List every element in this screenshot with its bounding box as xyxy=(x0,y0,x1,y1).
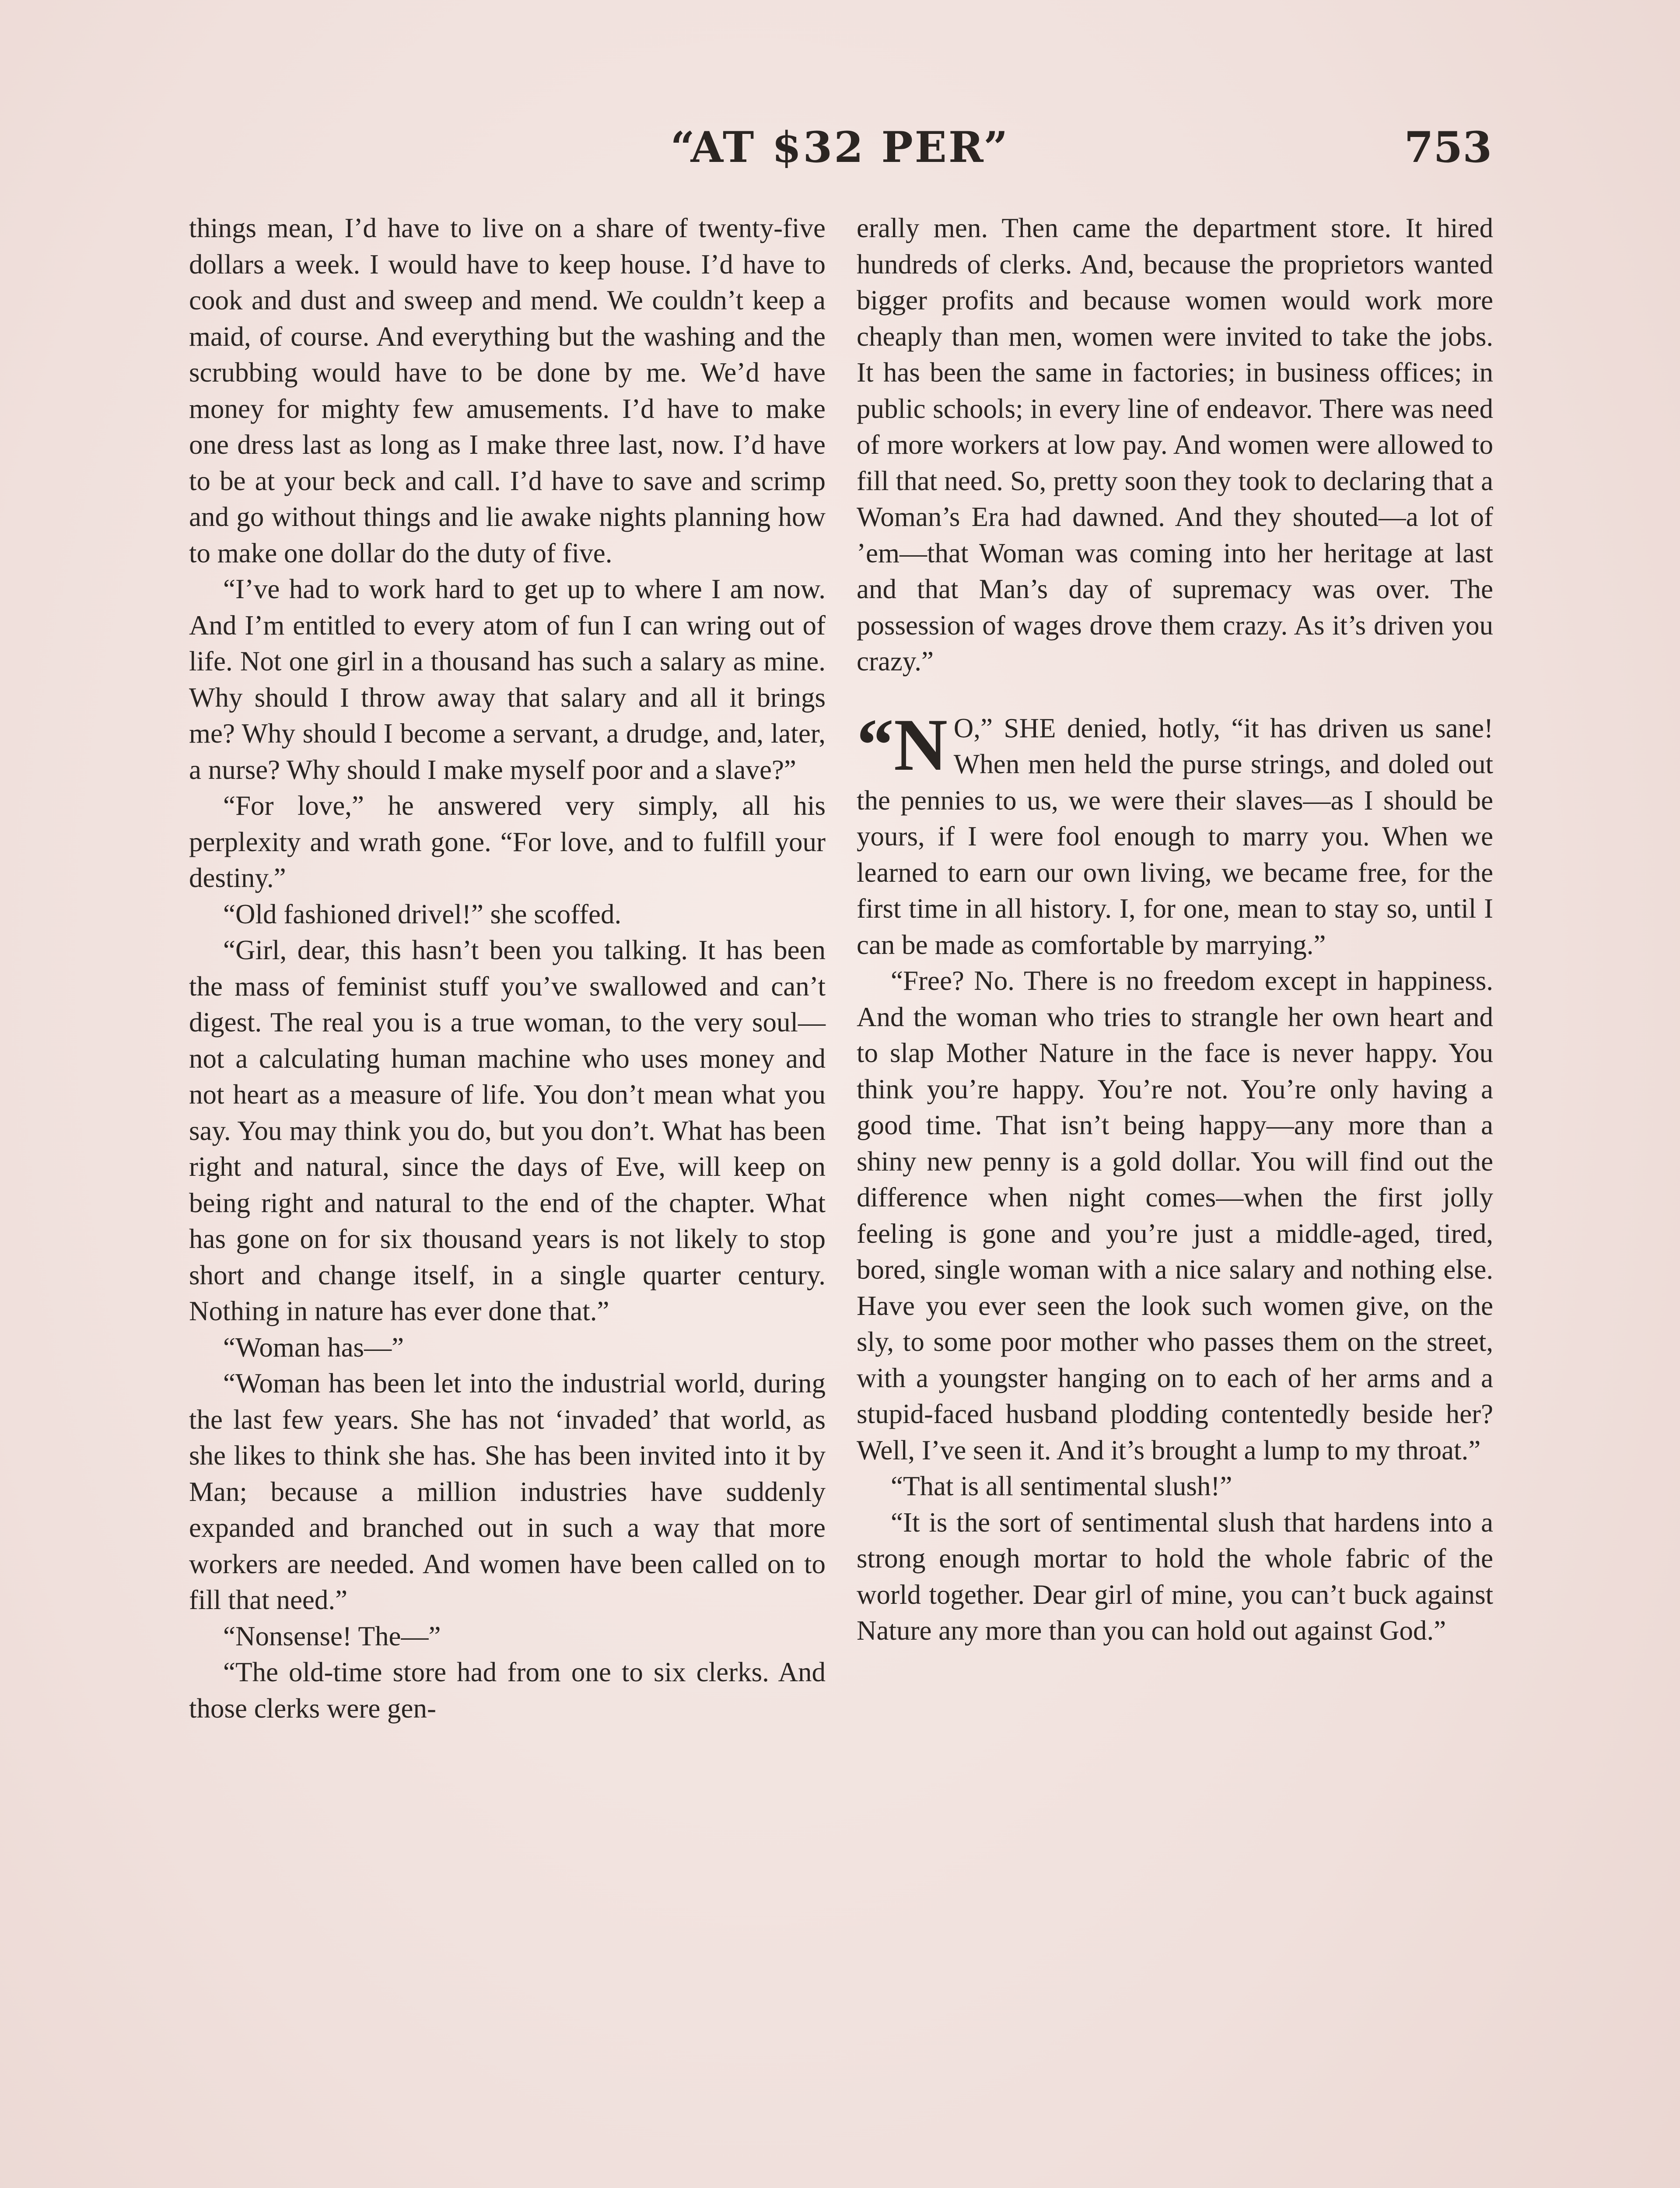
paragraph: “Girl, dear, this hasn’t been you talking. It has been the mass of feminist stuff you’ve swallowed and can’t digest. The real you is a true woman, to the very soul—not a calculating human machine who uses money and not heart as a measure of life. You don’t mean what you say. You may think you do, but you don’t. What has been right and natural, since the days of Eve, will keep on being right and natural to the end of the chapter. What has gone on for six thousand years is not likely to stop short and change itself, in a single quarter century. Nothing in nature has ever done that.” xyxy=(189,935,826,1326)
paragraph: “Woman has been let into the industrial world, during the last few years. She has not ‘invaded’ that world, as she likes to think she has. She has been invited into it by Man; because a million industries have suddenly expanded and branched out in such a way that more workers are needed. And women have been called on to fill that need.” xyxy=(189,1368,826,1615)
drop-cap-paragraph xyxy=(857,703,1493,963)
page-header xyxy=(0,123,1680,184)
paragraph: “Old fashioned drivel!” she scoffed. xyxy=(223,898,622,929)
paragraph: “Woman has—” xyxy=(223,1332,404,1363)
drop-cap: “N xyxy=(857,703,948,786)
paragraph: things mean, I’d have to live on a share of twenty-five dollars a week. I would have to keep house. I’d have to cook and dust and sweep and mend. We couldn’t keep a maid, of course. And everything but the washing and the scrubbing would have to be done by me. We’d have money for mighty few amusements. I’d have to make one dress last as long as I make three last, now. I’d have to be at your beck and call. I’d have to save and scrimp and go without things and lie awake nights planning how to make one dollar do the duty of five. xyxy=(189,213,826,568)
paragraph: “Free? No. There is no freedom except in happiness. And the woman who tries to strangle her own heart and to slap Mother Nature in the face is never happy. You think you’re happy. You’re not. You’re only having a good time. That isn’t being happy—any more than a shiny new penny is a gold dollar. You will find out the difference when night comes—when the first jolly feeling is gone and you’re just a middle-aged, tired, bored, single woman with a nice salary and nothing else. Have you ever seen the look such women give, on the sly, to some poor mother who passes them on the street, with a youngster hanging on to each of her arms and a stupid-faced husband plodding contentedly beside her? Well, I’ve seen it. And it’s brought a lump to my throat.” xyxy=(857,965,1493,1466)
paragraph: “That is all sentimental slush!” xyxy=(891,1471,1232,1501)
running-title: “AT $32 PER” xyxy=(670,123,1010,172)
paragraph: “It is the sort of sentimental slush that hardens into a strong enough mortar to hold the whole fabric of the world together. Dear girl of mine, you can’t buck against Nature any more than you can hold out against God.” xyxy=(857,1507,1493,1646)
paragraph: “I’ve had to work hard to get up to where I am now. And I’m entitled to every atom of fun I can wring out of life. Not one girl in a thousand has such a salary as mine. Why should I throw away that salary and all it brings me? Why should I become a servant, a drudge, and, later, a nurse? Why should I make myself poor and a slave?” xyxy=(189,574,826,785)
page-number: 753 xyxy=(1404,123,1492,172)
paragraph: “Nonsense! The—” xyxy=(223,1620,441,1652)
paragraph: erally men. Then came the department store. It hired hundreds of clerks. And, because the proprietors wanted bigger profits and because women would work more cheaply than men, women were invited to take the jobs. It has been the same in factories; in business offices; in public schools; in every line of endeavor. There was need of more workers at low pay. And women were allowed to fill that need. So, pretty soon they took to declaring that a Woman’s Era had dawned. And they shouted—a lot of ’em—that Woman was coming into her heritage at last and that Man’s day of supremacy was over. The possession of wages drove them crazy. As it’s driven you crazy.” xyxy=(857,213,1493,677)
paragraph: “For love,” he answered very simply, all his perplexity and wrath gone. “For love, and to fulfill your destiny.” xyxy=(189,790,826,893)
paragraph: “The old-time store had from one to six clerks. And those clerks were gen- xyxy=(189,1657,826,1724)
left-column xyxy=(189,210,826,1726)
drop-cap-paragraph-text: O,” SHE denied, hotly, “it has driven us sane! When men held the purse strings, and doled out the pennies to us, we were their slaves—as I should be yours, if I were fool enough to marry you. When we learned to earn our own living, we became free, for the first time in all history. I, for one, mean to stay so, until I can be made as comfortable by marrying.” xyxy=(857,712,1493,960)
right-column xyxy=(857,210,1493,1649)
